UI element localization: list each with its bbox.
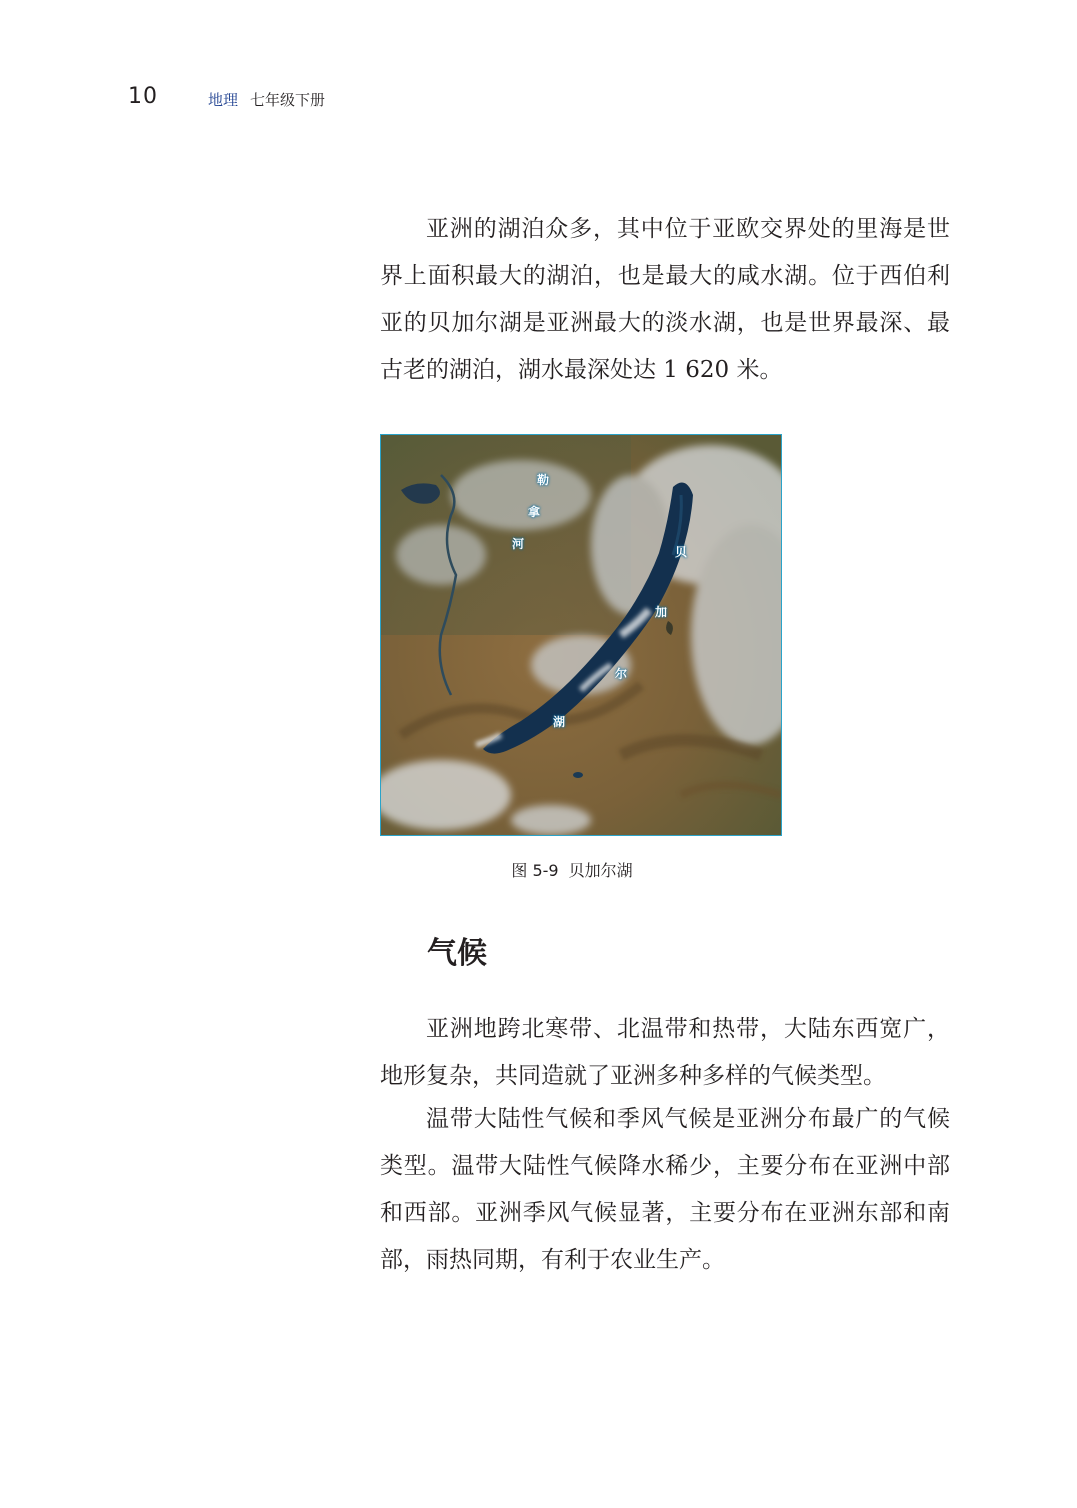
- map-label-lake-3: 尔: [614, 666, 627, 681]
- grade-volume-label: 七年级下册: [250, 91, 326, 109]
- running-header: [208, 89, 325, 110]
- section-title: 气候: [427, 936, 487, 971]
- map-label-lake-2: 加: [654, 604, 667, 619]
- paragraph-lakes: 亚洲的湖泊众多，其中位于亚欧交界处的里海是世界上面积最大的湖泊，也是最大的咸水湖。位于西伯利亚的贝加尔湖是亚洲最大的淡水湖，也是世界最深、最古老的湖泊，湖水最深处达 1 620 米。: [380, 216, 950, 383]
- page-number: 10: [128, 84, 158, 109]
- paragraph-climate-types: 温带大陆性气候和季风气候是亚洲分布最广的气候类型。温带大陆性气候降水稀少，主要分布在亚洲中部和西部。亚洲季风气候显著，主要分布在亚洲东部和南部，雨热同期，有利于农业生产。: [380, 1106, 950, 1273]
- map-label-river-3: 河: [511, 536, 524, 551]
- figure-title: 贝加尔湖: [568, 861, 633, 880]
- map-label-river-2: 拿: [527, 504, 540, 519]
- satellite-image-drawing: [381, 435, 781, 835]
- map-label-lake-1: 贝: [674, 544, 687, 559]
- figure-caption: [380, 858, 764, 881]
- map-label-lake-4: 湖: [552, 714, 565, 729]
- baikal-satellite-image: [380, 434, 782, 836]
- paragraph-climate-intro: 亚洲地跨北寒带、北温带和热带，大陆东西宽广，地形复杂，共同造就了亚洲多种多样的气候类型。: [380, 1016, 950, 1089]
- figure-number: 图 5-9: [511, 861, 559, 880]
- subject-label: 地理: [208, 91, 239, 109]
- map-label-river-1: 勒: [536, 472, 549, 487]
